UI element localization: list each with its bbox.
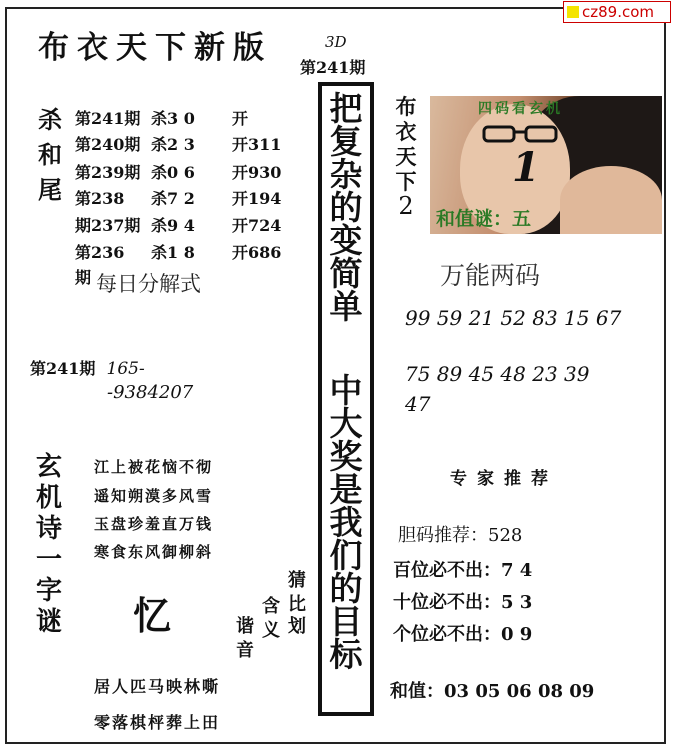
slogan-part1: 把 复 杂 的 变 简 单 — [329, 89, 363, 326]
poem-line: 玉盘珍羞直万钱 — [94, 515, 214, 533]
dan-code: 胆码推荐：528 — [398, 525, 523, 546]
photo-digit: 1 — [512, 144, 540, 191]
hint-bi: 比 — [288, 594, 306, 615]
logo-square-icon — [567, 6, 579, 18]
two-codes-title: 万能两码 — [440, 261, 541, 290]
hint-hua: 划 — [288, 616, 306, 637]
slogan-part2: 中 大 奖 是 我 们 的 目 标 — [329, 371, 363, 674]
page-title: 布衣天下新版 — [38, 30, 272, 66]
riddle-line: 零落棋枰葬上田 — [94, 713, 221, 732]
two-codes-row: 47 — [405, 392, 431, 416]
poem-label: 玄 机 诗 一 字 谜 — [35, 452, 62, 637]
riddle-answer: 忆 — [133, 593, 172, 638]
expert-title: 专家推荐 — [450, 469, 558, 489]
hint-cai: 猜 — [288, 570, 306, 591]
site-name: cz89.com — [582, 3, 655, 21]
kill-trailing: 期 — [75, 268, 92, 287]
hundreds-exclude: 百位必不出：7 4 — [393, 560, 533, 581]
daily-issue: 第241期 165- — [30, 359, 145, 379]
photo-hezhi: 和值谜：五 — [436, 208, 532, 230]
tens-exclude: 十位必不出：5 3 — [393, 592, 533, 613]
ones-exclude: 个位必不出：0 9 — [393, 624, 533, 645]
two-codes-row: 99 59 21 52 83 15 67 — [405, 306, 622, 330]
poem-line: 江上被花恼不彻 — [94, 458, 214, 476]
issue-number: 第241期 — [300, 58, 366, 77]
slogan-box — [318, 82, 374, 716]
hint-xie: 谐 — [236, 616, 254, 637]
daily-line2: -9384207 — [107, 382, 194, 403]
kill-tail-label: 杀 和 尾 — [38, 105, 62, 204]
hint-han: 含 — [262, 596, 280, 617]
site-watermark[interactable] — [563, 1, 671, 23]
buyi-label: 布 衣 天 下 2 — [395, 94, 417, 220]
hint-yin: 音 — [236, 640, 254, 661]
lottery-type: 3D — [325, 33, 347, 51]
sum-values: 和值：03 05 06 08 09 — [390, 681, 595, 702]
daily-title: 每日分解式 — [96, 272, 201, 296]
photo-caption: 四码看玄机 — [478, 101, 563, 117]
poem-line: 遥知朔漠多风雪 — [94, 487, 214, 505]
riddle-line: 居人匹马映林嘶 — [94, 677, 221, 696]
poem-line: 寒食东风御柳斜 — [94, 543, 214, 561]
hint-yi: 义 — [262, 620, 280, 641]
two-codes-row: 75 89 45 48 23 39 — [405, 362, 590, 386]
